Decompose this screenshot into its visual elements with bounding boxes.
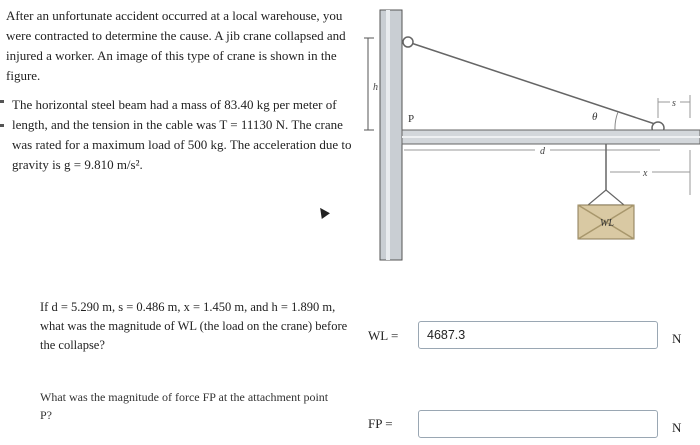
wl-unit: N xyxy=(672,331,682,346)
margin-mark xyxy=(0,100,4,103)
fp-unit: N xyxy=(672,420,682,435)
post-highlight xyxy=(386,10,390,260)
cable xyxy=(408,42,658,125)
theta-arc xyxy=(615,112,618,130)
load-sling xyxy=(588,190,624,205)
question-load: If d = 5.290 m, s = 0.486 m, x = 1.450 m, and h = 1.890 m, what was the magnitude of WL (the load on the crane) before the collapse? xyxy=(40,300,348,352)
label-s: s xyxy=(672,98,676,109)
vertical-post xyxy=(380,10,402,260)
mouse-cursor-icon xyxy=(316,205,330,219)
crane-figure xyxy=(360,0,700,290)
label-h: h xyxy=(373,82,378,93)
fp-answer-input[interactable] xyxy=(418,410,658,438)
question-force: What was the magnitude of force FP at the attachment point P? xyxy=(40,390,329,422)
problem-details: The horizontal steel beam had a mass of 83.40 kg per meter of length, and the tension in the cable was T = 11130 N. The crane was rated for a maximum load of 500 kg. The acceleration due to gravity is g = 9.810 m/s². xyxy=(12,97,352,172)
wl-answer-input[interactable]: 4687.3 xyxy=(418,321,658,349)
problem-intro: After an unfortunate accident occurred at a local warehouse, you were contracted to determine the cause. A jib crane collapsed and injured a worker. An image of this type of crane is shown in the figure. xyxy=(6,8,346,83)
label-load: WL xyxy=(600,218,614,229)
label-x: x xyxy=(643,168,648,179)
label-d: d xyxy=(540,146,545,157)
fp-answer-label: FP = xyxy=(368,416,393,431)
label-p: P xyxy=(408,113,415,125)
wl-answer-label: WL = xyxy=(368,328,399,343)
cable-top-ring xyxy=(403,37,413,47)
margin-mark xyxy=(0,124,4,127)
label-theta: θ xyxy=(592,111,598,123)
